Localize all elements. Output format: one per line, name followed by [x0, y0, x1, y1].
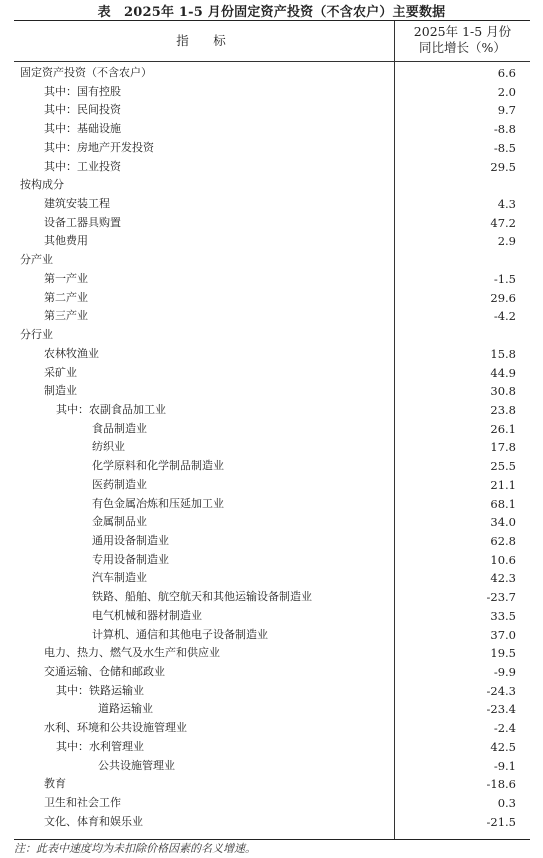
row-label: 道路运输业 — [98, 702, 153, 716]
table-title: 表 2025年 1-5 月份固定资产投资（不含农户）主要数据 — [97, 5, 446, 20]
table-row — [14, 251, 530, 270]
row-label: 专用设备制造业 — [92, 552, 169, 566]
row-value: -9.9 — [493, 665, 516, 679]
row-label: 其中：房地产开发投资 — [44, 140, 154, 154]
row-value: -9.1 — [493, 758, 516, 773]
row-value: 0.3 — [497, 796, 516, 811]
row-value: -23.7 — [486, 590, 516, 605]
row-value: 25.5 — [490, 459, 516, 474]
row-value: 44.9 — [490, 365, 516, 380]
row-label: 公共设施管理业 — [98, 758, 175, 772]
row-value: 17.8 — [490, 440, 516, 455]
row-label: 分产业 — [20, 253, 53, 267]
row-label: 其中：铁路运输业 — [56, 683, 144, 697]
table-row — [14, 719, 530, 738]
row-label: 电力、热力、燃气及水生产和供应业 — [44, 646, 220, 660]
row-value: -4.2 — [493, 309, 516, 324]
row-label: 铁路、船舶、航空航天和其他运输设备制造业 — [92, 590, 312, 604]
row-value: 42.3 — [490, 571, 516, 586]
row-label: 建筑安装工程 — [44, 197, 110, 211]
table-row — [14, 382, 530, 401]
table-row — [14, 626, 530, 645]
row-label: 计算机、通信和其他电子设备制造业 — [92, 627, 268, 641]
row-label: 电气机械和器材制造业 — [92, 608, 202, 622]
row-value: 19.5 — [490, 646, 516, 661]
table-row — [14, 551, 530, 570]
table-row — [14, 644, 530, 663]
table-row — [14, 64, 530, 83]
value-header-line2: 同比增长（%） — [419, 40, 506, 55]
table-row — [14, 607, 530, 626]
row-label: 第一产业 — [44, 271, 88, 285]
table-row — [14, 794, 530, 813]
row-value: 4.3 — [497, 197, 516, 212]
row-label: 按构成分 — [20, 178, 64, 192]
table-row — [14, 345, 530, 364]
row-value: 10.6 — [490, 552, 516, 567]
row-label: 纺织业 — [92, 440, 125, 454]
row-label: 农林牧渔业 — [44, 346, 99, 360]
row-label: 其中：工业投资 — [44, 159, 121, 173]
row-value: -2.4 — [493, 721, 516, 736]
table-body — [14, 64, 530, 831]
footnote: 注：此表中速度均为未扣除价格因素的名义增速。 — [14, 842, 256, 855]
row-value: 23.8 — [490, 402, 516, 417]
row-value: 33.5 — [490, 608, 516, 623]
row-value: 29.5 — [490, 159, 516, 174]
table-row — [14, 495, 530, 514]
row-value: 47.2 — [490, 215, 516, 230]
row-value: 37.0 — [490, 627, 516, 642]
row-value: 68.1 — [490, 496, 516, 511]
row-label: 化学原料和化学制品制造业 — [92, 459, 224, 473]
row-label: 其他费用 — [44, 234, 88, 248]
row-label: 通用设备制造业 — [92, 533, 169, 547]
table-row — [14, 232, 530, 251]
row-value: -21.5 — [486, 814, 516, 829]
row-label: 水利、环境和公共设施管理业 — [44, 721, 187, 735]
row-value: -23.4 — [486, 702, 516, 717]
row-value: -18.6 — [486, 777, 516, 792]
table-row — [14, 513, 530, 532]
row-value: 30.8 — [490, 384, 516, 399]
row-value: 21.1 — [490, 477, 516, 492]
row-value: 34.0 — [490, 515, 516, 530]
row-value: 2.9 — [497, 234, 516, 249]
row-label: 文化、体育和娱乐业 — [44, 814, 143, 828]
row-value: -1.5 — [493, 271, 516, 286]
row-label: 分行业 — [20, 328, 53, 342]
table-row — [14, 195, 530, 214]
table-row — [14, 158, 530, 177]
row-label: 采矿业 — [44, 365, 77, 379]
row-value: 62.8 — [490, 533, 516, 548]
table-row — [14, 270, 530, 289]
row-label: 制造业 — [44, 384, 77, 398]
row-value: 26.1 — [490, 421, 516, 436]
table-row — [14, 682, 530, 701]
row-label: 卫生和社会工作 — [44, 796, 121, 810]
row-value: 42.5 — [490, 739, 516, 754]
row-label: 固定资产投资（不含农户） — [20, 66, 152, 79]
table-row — [14, 700, 530, 719]
table-row — [14, 738, 530, 757]
row-label: 金属制品业 — [92, 515, 147, 529]
table-row — [14, 813, 530, 832]
row-label: 医药制造业 — [92, 477, 147, 491]
row-label: 其中：农副食品加工业 — [56, 402, 166, 416]
row-label: 其中：国有控股 — [44, 84, 121, 98]
table-row — [14, 588, 530, 607]
row-value: 6.6 — [497, 66, 516, 80]
row-label: 教育 — [44, 777, 66, 791]
table-header — [14, 21, 530, 62]
row-label: 其中：民间投资 — [44, 103, 121, 117]
value-column-header — [394, 21, 530, 61]
table-row — [14, 139, 530, 158]
value-header-line1: 2025年 1-5 月份 — [413, 24, 512, 39]
row-value: 15.8 — [490, 346, 516, 361]
row-label: 有色金属冶炼和压延加工业 — [92, 496, 224, 510]
table-row — [14, 83, 530, 102]
row-value: -24.3 — [486, 683, 516, 698]
table-row — [14, 438, 530, 457]
table-row — [14, 757, 530, 776]
table-row — [14, 401, 530, 420]
table-row — [14, 457, 530, 476]
row-label: 其中：基础设施 — [44, 122, 121, 136]
table-row — [14, 420, 530, 439]
row-value: 29.6 — [490, 290, 516, 305]
row-label: 食品制造业 — [92, 421, 147, 435]
table-row — [14, 532, 530, 551]
row-label: 第二产业 — [44, 290, 88, 304]
row-value: -8.5 — [493, 140, 516, 155]
indicator-column-header: 指 标 — [176, 33, 232, 48]
table-row — [14, 289, 530, 308]
table-row — [14, 663, 530, 682]
table-row — [14, 775, 530, 794]
table-row — [14, 120, 530, 139]
table-row — [14, 569, 530, 588]
data-table — [14, 20, 530, 840]
table-row — [14, 176, 530, 195]
row-label: 其中：水利管理业 — [56, 739, 144, 753]
table-row — [14, 214, 530, 233]
table-row — [14, 364, 530, 383]
row-label: 设备工器具购置 — [44, 215, 121, 229]
row-label: 第三产业 — [44, 309, 88, 323]
table-row — [14, 326, 530, 345]
row-label: 交通运输、仓储和邮政业 — [44, 665, 165, 678]
row-value: -8.8 — [493, 122, 516, 137]
table-row — [14, 307, 530, 326]
row-label: 汽车制造业 — [92, 571, 147, 585]
table-row — [14, 476, 530, 495]
row-value: 2.0 — [497, 84, 516, 99]
row-value: 9.7 — [497, 103, 516, 118]
table-row — [14, 101, 530, 120]
